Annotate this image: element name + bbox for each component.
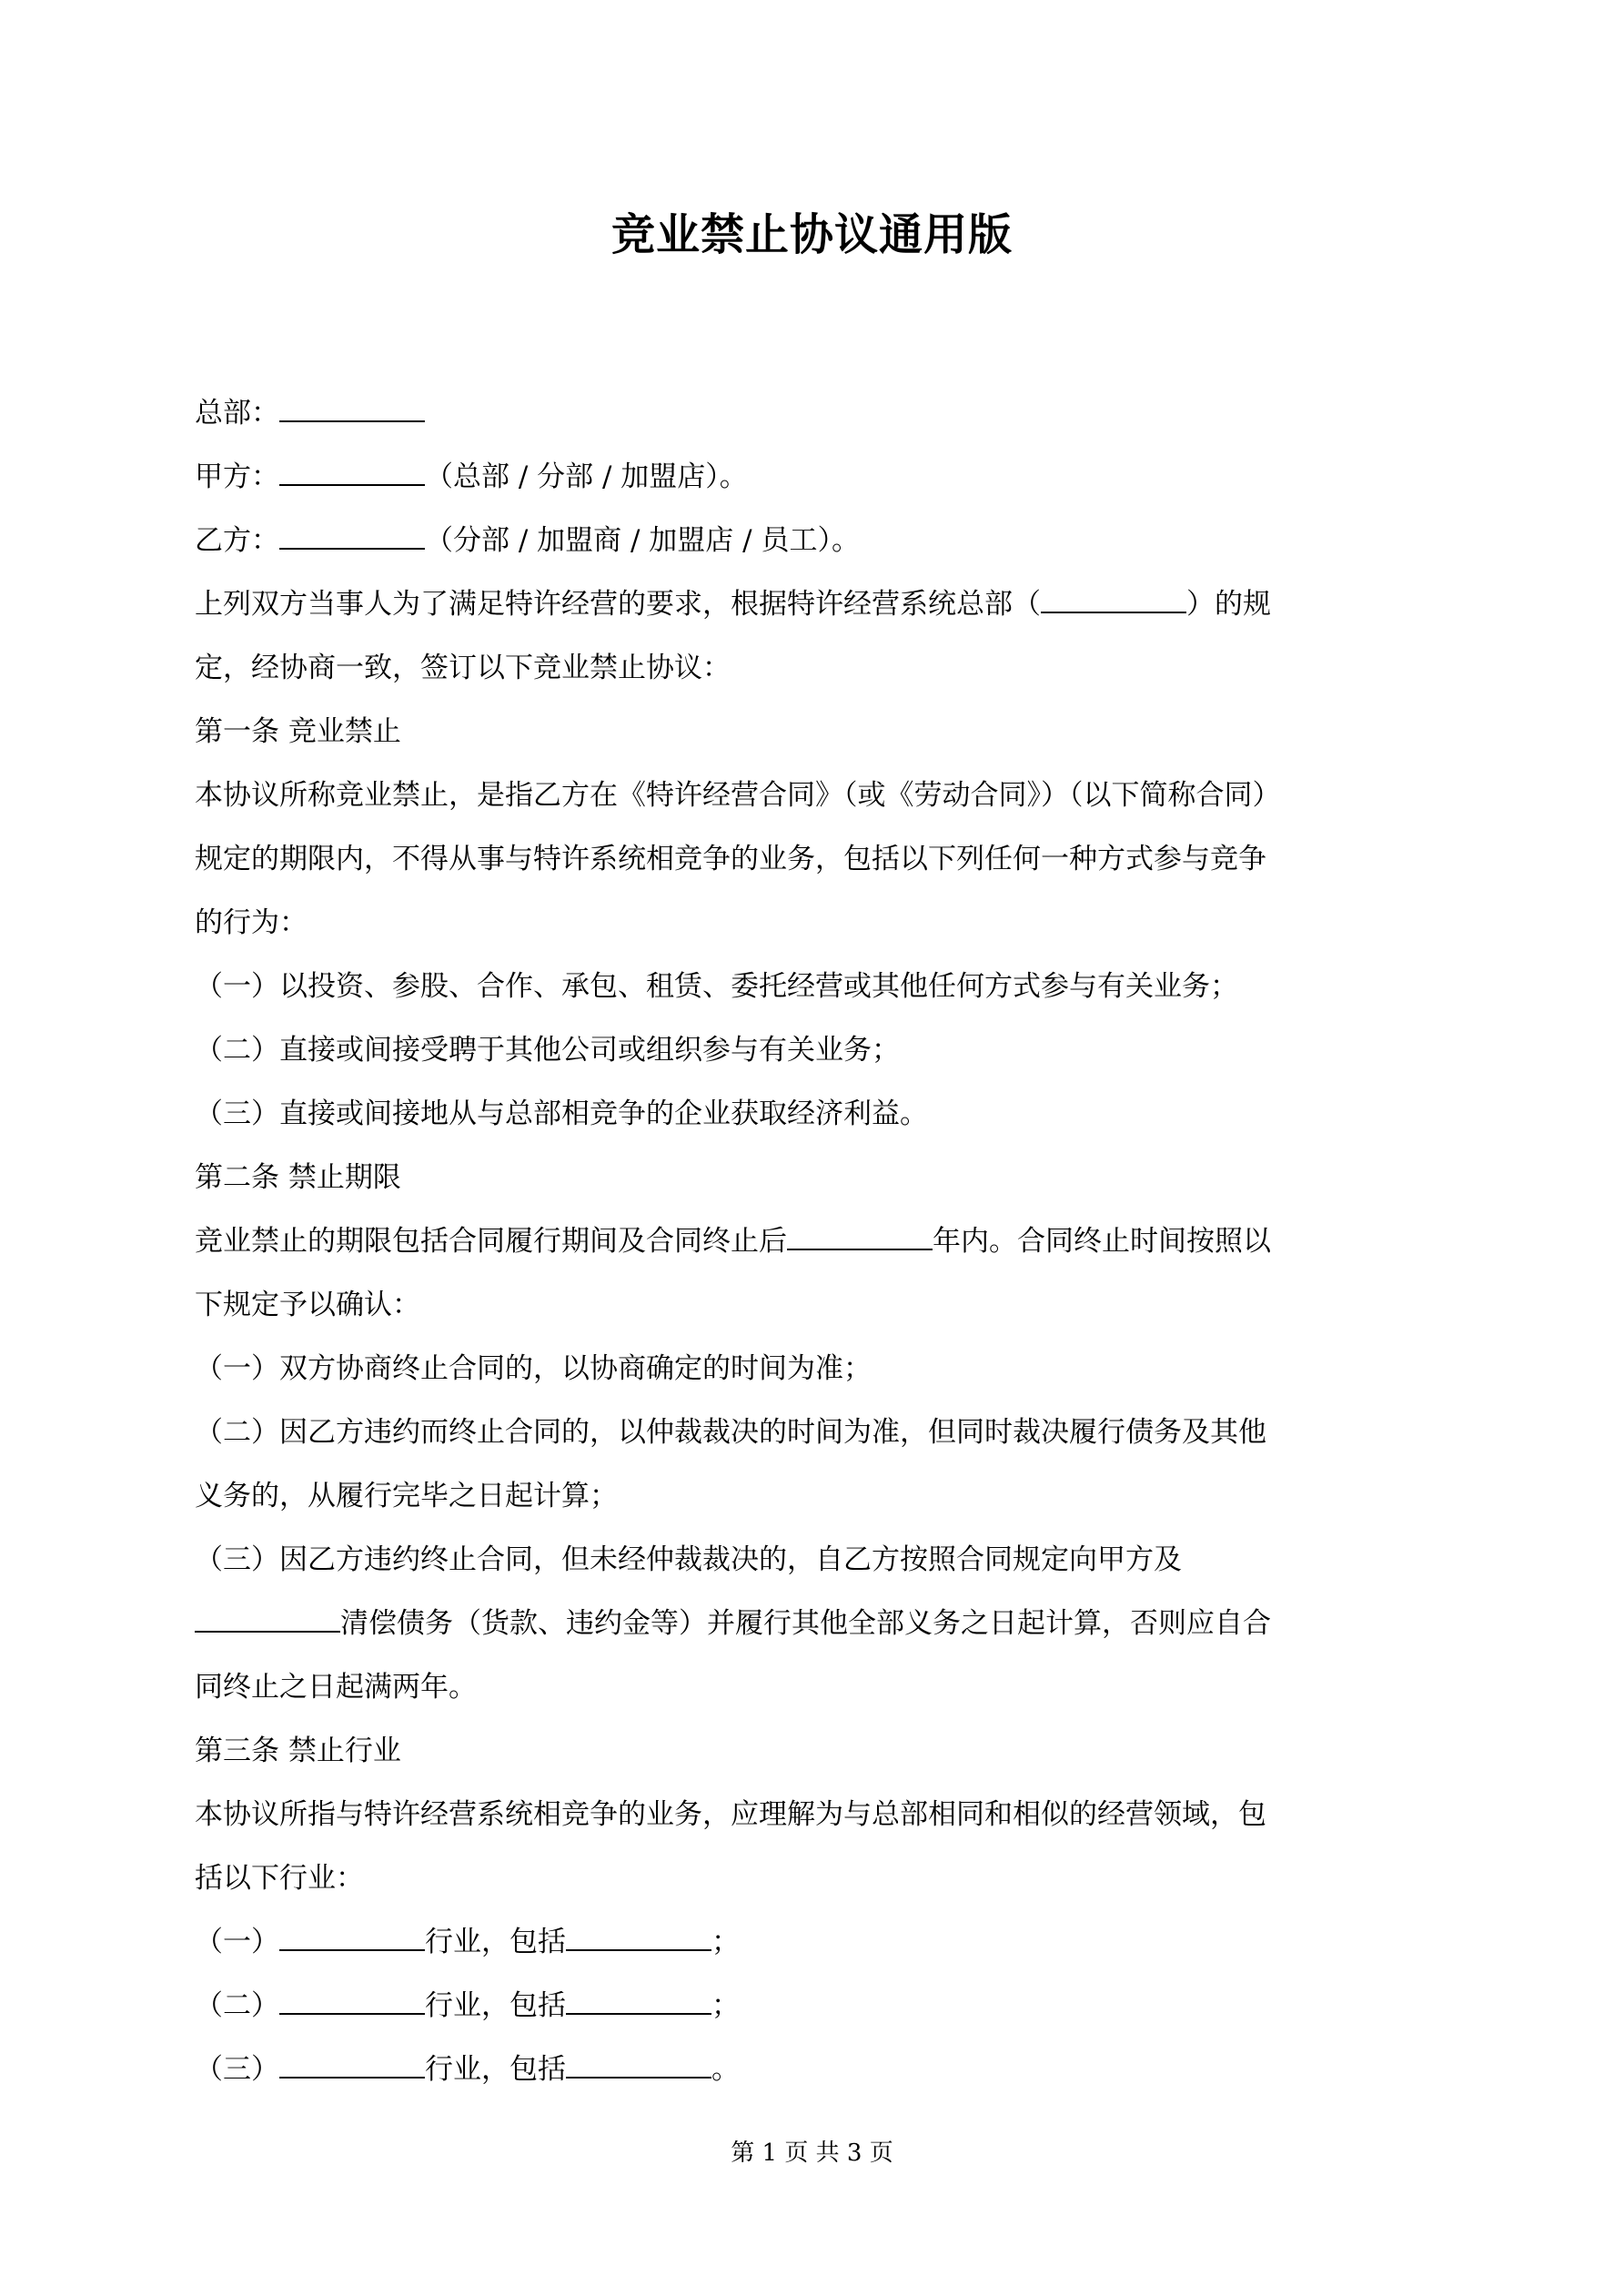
party-a-blank — [279, 457, 425, 486]
scope-blank — [566, 1922, 711, 1951]
hq-blank — [279, 393, 425, 422]
page-number-footer: 第 1 页 共 3 页 — [731, 2139, 893, 2167]
article3-paragraph-line-2: 括以下行业： — [195, 1862, 364, 1895]
intro-text-a: 上列双方当事人为了满足特许经营的要求，根据特许经营系统总部（ — [195, 588, 1041, 621]
article3-item-3 — [195, 2038, 1441, 2101]
scope-blank — [566, 2049, 711, 2079]
article2-item-2-line-1: （二）因乙方违约而终止合同的，以仲裁裁决的时间为准，但同时裁决履行债务及其他 — [195, 1416, 1266, 1449]
hq-label: 总部： — [195, 397, 279, 430]
industry-text: 行业，包括 — [425, 1989, 566, 2022]
article2-text-a: 竞业禁止的期限包括合同履行期间及合同终止后 — [195, 1225, 787, 1258]
industry-text: 行业，包括 — [425, 1926, 566, 1958]
party-b-blank — [279, 521, 425, 550]
article1-item-1: （一）以投资、参股、合作、承包、租赁、委托经营或其他任何方式参与有关业务； — [195, 970, 1238, 1003]
document-body — [195, 381, 1441, 2101]
article2-item-3-text: 清偿债务（货款、违约金等）并履行其他全部义务之日起计算，否则应自合 — [340, 1607, 1271, 1640]
scope-blank — [566, 1986, 711, 2015]
article2-item-1: （一）双方协商终止合同的，以协商确定的时间为准； — [195, 1352, 872, 1385]
article2-item-3-line-2 — [195, 1592, 1441, 1655]
industry-blank — [279, 1922, 425, 1951]
intro-line-2: 定，经协商一致，签订以下竞业禁止协议： — [195, 652, 731, 684]
article2-item-3-line-3: 同终止之日起满两年。 — [195, 1671, 477, 1704]
industry-blank — [279, 2049, 425, 2079]
item-end: ； — [711, 1926, 740, 1958]
article2-item-3-line-1: （三）因乙方违约终止合同，但未经仲裁裁决的，自乙方按照合同规定向甲方及 — [195, 1543, 1182, 1576]
article1-paragraph-line-1: 本协议所称竞业禁止，是指乙方在《特许经营合同》（或《劳动合同》）（以下简称合同） — [195, 779, 1281, 812]
article1-heading: 第一条 竞业禁止 — [195, 715, 401, 748]
party-b-label: 乙方： — [195, 524, 279, 557]
item-end: ； — [711, 1989, 740, 2022]
party-b-line — [195, 509, 1441, 572]
article1-item-2: （二）直接或间接受聘于其他公司或组织参与有关业务； — [195, 1034, 900, 1067]
item-number: （二） — [195, 1989, 279, 2022]
item-number: （三） — [195, 2053, 279, 2086]
party-a-line — [195, 445, 1441, 509]
item-end: 。 — [711, 2053, 740, 2086]
article1-paragraph-line-3: 的行为： — [195, 906, 308, 939]
article3-item-2 — [195, 1974, 1441, 2038]
years-blank — [787, 1221, 933, 1250]
party-b-note: （分部 / 加盟商 / 加盟店 / 员工）。 — [425, 524, 860, 557]
party-a-note: （总部 / 分部 / 加盟店）。 — [425, 460, 748, 493]
intro-text-b: ）的规 — [1186, 588, 1271, 621]
party-a-label: 甲方： — [195, 460, 279, 493]
hq-line — [195, 381, 1441, 445]
article3-heading: 第三条 禁止行业 — [195, 1735, 401, 1767]
article2-paragraph-line-1 — [195, 1209, 1441, 1273]
document-title: 竞业禁止协议通用版 — [610, 209, 1013, 260]
intro-line-1 — [195, 572, 1441, 636]
article2-text-b: 年内。合同终止时间按照以 — [933, 1225, 1271, 1258]
article2-heading: 第二条 禁止期限 — [195, 1161, 401, 1194]
creditor-blank — [195, 1603, 340, 1633]
article3-paragraph-line-1: 本协议所指与特许经营系统相竞争的业务，应理解为与总部相同和相似的经营领域，包 — [195, 1798, 1266, 1831]
industry-text: 行业，包括 — [425, 2053, 566, 2086]
article3-item-1 — [195, 1910, 1441, 1974]
article2-item-2-line-2: 义务的，从履行完毕之日起计算； — [195, 1480, 618, 1512]
item-number: （一） — [195, 1926, 279, 1958]
article1-item-3: （三）直接或间接地从与总部相竞争的企业获取经济利益。 — [195, 1097, 928, 1130]
hq-name-blank — [1041, 584, 1186, 613]
industry-blank — [279, 1986, 425, 2015]
article2-paragraph-line-2: 下规定予以确认： — [195, 1289, 420, 1321]
article1-paragraph-line-2: 规定的期限内，不得从事与特许系统相竞争的业务，包括以下列任何一种方式参与竞争 — [195, 843, 1266, 875]
